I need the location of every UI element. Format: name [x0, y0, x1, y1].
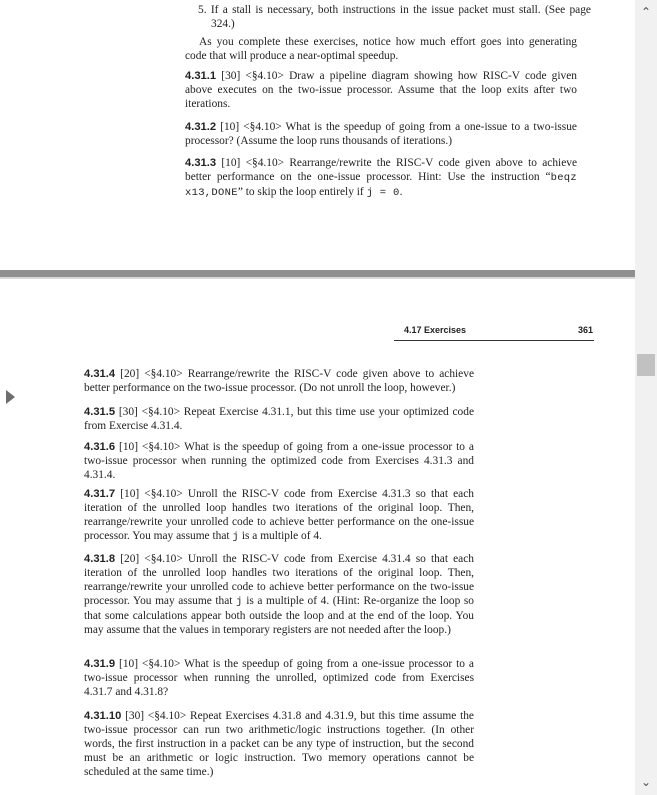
- inline-code: beqz x13,DONE: [185, 172, 577, 199]
- exercise-number: 4.31.7: [84, 488, 116, 500]
- chevron-down-icon[interactable]: ⌄: [640, 775, 652, 789]
- intro-text: As you complete these exercises, notice how much effort goes into generating code that will produce a near-optimal speedup.: [185, 36, 577, 62]
- running-head: 4.17 Exercises: [404, 325, 467, 335]
- exercise-4-31-8: [84, 552, 474, 637]
- exercise-text: [10] <§4.10> Rearrange/rewrite the RISC-V code given above to achieve better performance on the one-issue processor. Hint: Use the instruction “: [185, 157, 577, 183]
- exercise-number: 4.31.5: [84, 406, 116, 418]
- exercise-number: 4.31.3: [185, 157, 217, 169]
- exercise-4-31-4: [84, 367, 474, 395]
- exercise-4-31-10: [84, 709, 474, 779]
- exercise-text: is a multiple of 4. (Hint: Re-organize the loop so that some calculations appear both outside the loop and at the end of the loop. You may assume that the values in temporary registers are not needed after the loop.): [84, 595, 474, 636]
- exercise-4-31-7: [84, 487, 474, 544]
- exercise-number: 4.31.2: [185, 121, 217, 133]
- list-item-5: [198, 3, 591, 31]
- exercise-text: [30] <§4.10> Draw a pipeline diagram showing how RISC-V code given above executes on the two-issue processor. Assume that the loop exits after two iterations.: [185, 70, 577, 110]
- exercise-text: ” to skip the loop entirely if: [237, 186, 367, 198]
- exercise-number: 4.31.6: [84, 441, 116, 453]
- exercise-4-31-2: [185, 120, 577, 148]
- exercise-text: [10] <§4.10> Unroll the RISC-V code from Exercise 4.31.3 so that each iteration of the unrolled loop handles two iterations of the original loop. Then, rearrange/rewrite your unrolled code to achieve better performance on the one-issue processor. You may assume that: [84, 488, 474, 542]
- inline-code: j: [232, 531, 239, 543]
- intro-paragraph: [185, 35, 577, 63]
- exercise-number: 4.31.9: [84, 658, 116, 670]
- list-item-text: If a stall is necessary, both instructions in the issue packet must stall. (See page 324.): [210, 4, 591, 30]
- exercise-text: [30] <§4.10> Repeat Exercise 4.31.1, but this time use your optimized code from Exercise 4.31.4.: [84, 406, 474, 432]
- exercise-text: [20] <§4.10> Unroll the RISC-V code from Exercise 4.31.4 so that each iteration of the unrolled loop handles two iterations of the original loop. Then, rearrange/rewrite your unrolled code to achieve better performance on the two-issue processor. You may assume that: [84, 553, 474, 607]
- exercise-number: 4.31.10: [84, 710, 122, 722]
- play-triangle-icon[interactable]: [6, 390, 15, 404]
- exercise-number: 4.31.8: [84, 553, 116, 565]
- exercise-text: [10] <§4.10> What is the speedup of going from a one-issue processor to a two-issue processor when running the optimized code from Exercises 4.31.3 and 4.31.4.: [84, 441, 474, 481]
- list-item-label: 5.: [198, 4, 207, 16]
- inline-code: j = 0: [366, 187, 400, 199]
- header-rule: [394, 340, 594, 341]
- page-separator: [0, 270, 635, 277]
- exercise-text: [10] <§4.10> What is the speedup of going from a one-issue processor to a two-issue processor when running the unrolled, optimized code from Exercises 4.31.7 and 4.31.8?: [84, 658, 474, 698]
- vertical-scrollbar[interactable]: [635, 0, 657, 795]
- chevron-up-icon[interactable]: ⌃: [640, 5, 652, 19]
- exercise-4-31-6: [84, 440, 474, 482]
- exercise-text: is a multiple of 4.: [239, 530, 322, 542]
- exercise-text: [20] <§4.10> Rearrange/rewrite the RISC-V code given above to achieve better performance on the two-issue processor. (Do not unroll the loop, however.): [84, 368, 474, 394]
- exercise-number: 4.31.4: [84, 368, 116, 380]
- exercise-number: 4.31.1: [185, 70, 217, 82]
- scrollbar-thumb[interactable]: [637, 354, 655, 376]
- inline-code: j: [236, 596, 243, 608]
- exercise-4-31-5: [84, 405, 474, 433]
- exercise-text: [10] <§4.10> What is the speedup of going from a one-issue to a two-issue processor? (Assume the loop runs thousands of iterations.): [185, 121, 577, 147]
- exercise-text: .: [399, 186, 403, 198]
- exercise-text: [30] <§4.10> Repeat Exercises 4.31.8 and 4.31.9, but this time assume the two-issue processor can run two arithmetic/logic instructions together. (In other words, the first instruction in a packet can be any type of instruction, but the second must be an arithmetic or logic instruction. Two memory operations cannot be scheduled at the same time.): [84, 710, 474, 778]
- exercise-4-31-1: [185, 69, 577, 111]
- page-number: 361: [578, 325, 594, 335]
- exercise-4-31-9: [84, 657, 474, 699]
- exercise-4-31-3: [185, 156, 577, 200]
- page-separator-shadow: [0, 277, 635, 279]
